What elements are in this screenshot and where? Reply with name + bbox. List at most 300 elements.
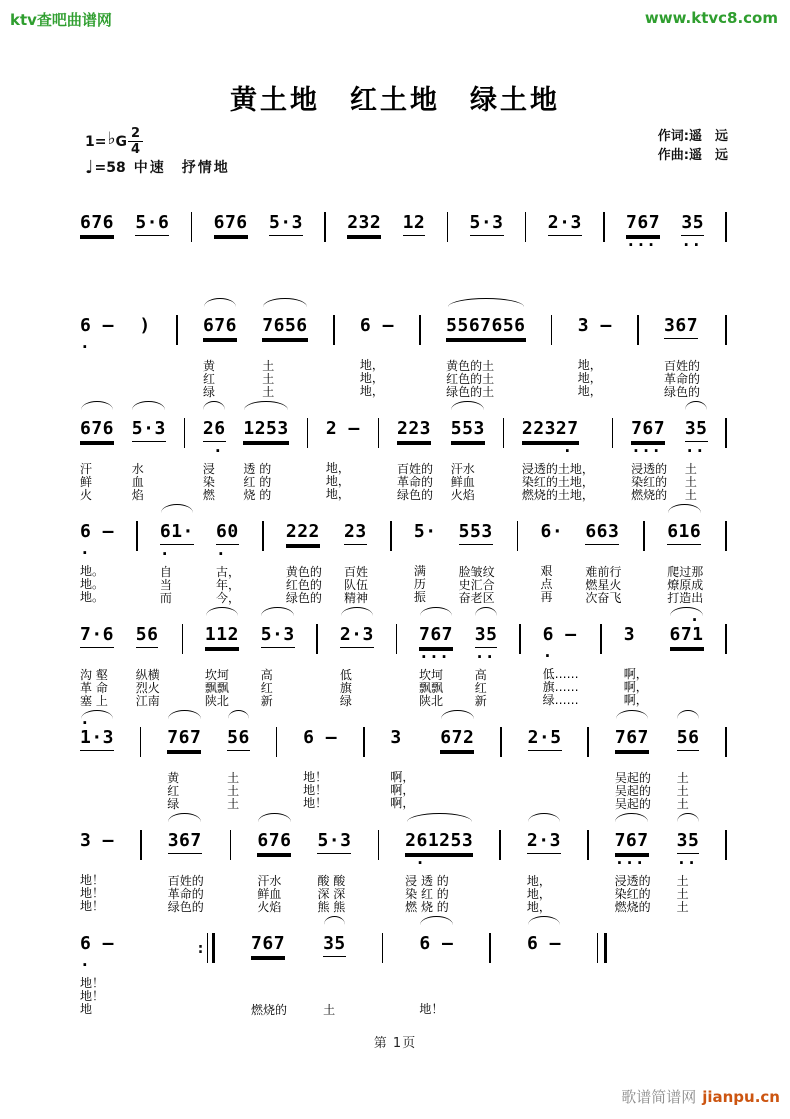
lyric-row: 古，	[216, 565, 241, 579]
lyric-stack	[451, 463, 475, 502]
lyric-row: 血	[131, 475, 144, 489]
lyric-row: 绿	[167, 797, 180, 811]
octave-dots-below: ·	[80, 337, 91, 356]
slur-row	[667, 503, 701, 512]
note-group	[541, 503, 564, 604]
barline	[725, 315, 727, 345]
barline	[637, 315, 639, 345]
note-group	[677, 709, 700, 811]
note-group	[685, 400, 708, 502]
notation-text: 61·	[160, 521, 194, 545]
notation-stack	[80, 915, 115, 974]
notation-text: 5·3	[317, 830, 351, 854]
notation-stack	[578, 297, 612, 352]
octave-dots-below: ··	[684, 441, 706, 460]
notation-stack	[527, 812, 561, 868]
lyric-row: 百姓的	[167, 874, 204, 888]
octave-dots-above	[527, 821, 561, 830]
lyric-stack	[527, 977, 531, 1016]
note-group	[203, 400, 226, 502]
header-site-name[interactable]: ktv查吧曲谱网	[10, 11, 112, 29]
octave-dots-below	[470, 241, 504, 250]
lyric-row: 陕北	[204, 694, 229, 708]
octave-dots-above	[269, 203, 303, 212]
octave-dots-below	[677, 756, 700, 765]
note-group	[475, 606, 498, 708]
notation-stack	[205, 606, 239, 662]
lyric-row: 浸透的	[614, 874, 651, 888]
octave-dots-below	[446, 344, 525, 353]
lyric-row: 地，	[577, 371, 602, 385]
slur-row	[470, 194, 504, 203]
slur-row	[139, 297, 150, 306]
notation-stack	[216, 503, 239, 563]
lyric-row: 烧 的	[243, 488, 272, 502]
lyric-row: 地！	[80, 899, 105, 913]
octave-dots-below	[344, 550, 367, 559]
notation-stack	[390, 709, 401, 764]
octave-dots-below	[340, 653, 374, 662]
octave-dots-below	[326, 446, 360, 455]
notation-text: 223	[397, 418, 431, 442]
lyric-row: 百姓的	[397, 462, 434, 476]
octave-dots-below	[80, 241, 114, 250]
note-group	[419, 606, 453, 708]
slur-row	[451, 400, 485, 409]
score-line	[80, 812, 727, 915]
octave-dots-above	[522, 409, 579, 418]
notation-text: 1·3	[80, 727, 114, 751]
lyric-row: 点	[540, 577, 553, 591]
octave-dots-above	[681, 203, 704, 212]
lyric-row: 土	[227, 771, 240, 785]
octave-dots-below: ···	[418, 647, 450, 666]
barline	[519, 624, 521, 654]
notation-text: 2 —	[325, 418, 360, 439]
lyric-stack	[615, 772, 651, 811]
notation-text: 671	[670, 624, 704, 648]
octave-dots-above	[541, 512, 564, 521]
lyric-row: 历	[413, 577, 426, 591]
lyric-stack	[681, 257, 685, 296]
note-group	[80, 297, 114, 398]
lyric-row	[135, 283, 139, 296]
notation-stack	[403, 194, 426, 250]
notation-text: 767	[419, 624, 453, 648]
slur-row	[227, 709, 250, 718]
note-group	[664, 297, 700, 399]
slur-row	[631, 400, 665, 409]
note-group	[80, 606, 114, 708]
notation-text: 232	[347, 212, 381, 236]
slur-row	[615, 709, 649, 718]
note-group	[251, 915, 287, 1017]
lyric-row	[440, 798, 444, 811]
repeat-dots: :	[196, 939, 206, 957]
final-barline	[597, 933, 607, 963]
barline	[276, 727, 278, 757]
lyric-stack	[261, 669, 273, 708]
octave-dots-below	[440, 756, 474, 765]
octave-dots-below	[205, 653, 239, 662]
lyric-stack	[216, 566, 240, 605]
slur-row	[522, 400, 579, 409]
octave-dots-below	[203, 344, 237, 353]
lyric-row: 地！	[303, 796, 328, 810]
lyric-row: 燃烧的土地，	[521, 488, 594, 502]
score-line	[80, 709, 727, 812]
lyric-row: 绿……	[542, 693, 579, 707]
notation-stack	[676, 812, 700, 872]
octave-dots-below: ·	[159, 544, 170, 563]
notation-stack	[257, 812, 291, 868]
notation-stack	[548, 194, 582, 250]
notation-text: 222	[286, 521, 320, 545]
lyricist: 作词:遥 远	[657, 129, 728, 144]
lyric-row: 飘飘	[204, 681, 229, 695]
note-group	[216, 503, 240, 605]
lyric-row: 汗水	[257, 874, 282, 888]
notation-text: 6 —	[80, 933, 115, 954]
octave-dots-above	[136, 615, 159, 624]
octave-dots-above: ·	[669, 610, 700, 629]
octave-dots-below	[167, 756, 201, 765]
slur-row	[403, 194, 426, 203]
tempo-marking	[85, 158, 230, 178]
notation-stack	[251, 915, 285, 971]
lyric-row: 百姓的	[664, 359, 701, 373]
lyric-stack	[626, 257, 630, 296]
octave-dots-below	[261, 653, 295, 662]
octave-dots-below	[624, 652, 635, 661]
lyric-row: 打造出	[667, 591, 704, 605]
lyric-row: 红色的土	[446, 372, 495, 386]
note-group	[528, 709, 562, 811]
lyric-row	[80, 283, 84, 296]
key-signature	[85, 127, 230, 156]
note-group	[414, 503, 437, 604]
footer-branding	[621, 1086, 780, 1107]
slur-row	[80, 297, 114, 306]
lyric-row: 难前行	[585, 565, 622, 579]
lyric-row	[403, 283, 407, 296]
lyric-row: 土	[676, 900, 689, 914]
octave-dots-above	[528, 718, 562, 727]
notation-text: 1253	[243, 418, 288, 442]
notation-stack	[670, 606, 704, 662]
lyric-stack	[578, 359, 602, 398]
note-group	[527, 812, 561, 914]
lyric-stack	[205, 669, 229, 708]
note-group	[522, 400, 594, 502]
notation-stack	[414, 503, 437, 558]
lyric-stack	[548, 257, 552, 296]
barline	[725, 830, 727, 860]
lyric-row: 红 的	[243, 475, 272, 489]
octave-dots-above	[615, 821, 649, 830]
lyric-row: 酸 酸	[317, 874, 346, 888]
note-group	[527, 915, 561, 1016]
octave-dots-below	[419, 961, 453, 970]
octave-dots-above	[203, 306, 237, 315]
notation-stack	[168, 812, 202, 868]
octave-dots-below	[585, 550, 619, 559]
octave-dots-above	[168, 821, 202, 830]
lyric-row: 燃	[202, 488, 215, 502]
lyric-stack	[80, 359, 84, 398]
octave-dots-above	[419, 924, 453, 933]
octave-dots-above	[167, 718, 201, 727]
lyric-stack	[631, 463, 667, 502]
note-group	[360, 297, 394, 398]
octave-dots-below: ···	[626, 235, 657, 254]
lyric-stack	[214, 257, 218, 296]
notation-stack	[80, 400, 114, 456]
notation-text: 676	[80, 418, 114, 442]
lyric-row: 地。	[80, 577, 105, 591]
octave-dots-above	[475, 615, 498, 624]
lyric-row: 地，	[359, 358, 384, 372]
key-and-tempo	[85, 127, 230, 178]
octave-dots-below	[262, 344, 307, 353]
lyric-stack	[403, 257, 407, 296]
octave-dots-above	[685, 409, 708, 418]
octave-dots-below: ·	[80, 543, 91, 562]
lyric-row: 绿色的土	[446, 385, 495, 399]
octave-dots-below	[257, 859, 291, 868]
barline	[191, 212, 193, 242]
notation-text: 7656	[262, 315, 307, 339]
lyric-row: 浸	[202, 462, 215, 476]
notation-stack	[132, 400, 166, 456]
notation-text: 6 —	[80, 521, 115, 542]
notation-stack	[80, 812, 114, 867]
octave-dots-below: ··	[474, 647, 496, 666]
notation-stack	[286, 503, 320, 559]
lyric-row: 吴起的	[614, 797, 651, 811]
slur-row	[419, 915, 453, 924]
lyric-stack	[80, 565, 104, 604]
octave-dots-above	[470, 203, 504, 212]
octave-dots-above	[80, 512, 114, 521]
notation-stack	[451, 400, 485, 456]
notation-text: 676	[80, 212, 114, 236]
lyric-row: 地，	[325, 474, 350, 488]
notation-stack	[418, 606, 453, 666]
octave-dots-below	[251, 962, 285, 971]
notation-stack	[80, 503, 115, 562]
lyric-row: 绿	[202, 385, 215, 399]
header-site-url[interactable]: www.ktvc8.com	[644, 9, 778, 27]
note-group	[543, 606, 579, 707]
lyric-row	[251, 978, 287, 991]
notation-stack	[614, 812, 649, 872]
barline	[396, 624, 398, 654]
lyric-row: 啊，	[390, 796, 415, 810]
barline	[489, 933, 491, 963]
notation-text: 3 —	[577, 315, 612, 336]
notation-text: 56	[136, 624, 159, 648]
octave-dots-below	[667, 550, 701, 559]
octave-dots-above	[317, 821, 351, 830]
notation-text: 12	[403, 212, 426, 236]
notation-stack	[340, 606, 374, 662]
note-group	[262, 297, 307, 399]
barline	[382, 933, 384, 963]
lyric-row: 坎坷	[418, 668, 443, 682]
slur-row	[390, 709, 401, 718]
notation-stack	[521, 400, 579, 460]
octave-dots-below	[459, 550, 493, 559]
note-group	[160, 503, 194, 605]
lyric-row: 红	[167, 784, 180, 798]
notation-stack	[317, 812, 351, 868]
octave-dots-above	[360, 306, 394, 315]
lyric-row: 黄色的	[285, 565, 322, 579]
note-group	[286, 503, 322, 605]
note-group	[214, 194, 248, 296]
octave-dots-below	[414, 549, 437, 558]
barline	[363, 727, 365, 757]
notation-stack	[80, 606, 114, 662]
note-group	[80, 503, 114, 604]
lyric-row: 革命的	[664, 372, 701, 386]
lyric-row: 地！	[80, 976, 105, 990]
lyric-row	[347, 283, 351, 296]
octave-dots-above	[677, 718, 700, 727]
slur-row	[262, 297, 307, 306]
notation-stack	[323, 915, 346, 971]
octave-dots-above	[340, 615, 374, 624]
lyric-row: 鲜血	[450, 475, 475, 489]
notation-stack	[159, 503, 194, 563]
lyric-row: 纵横	[135, 668, 160, 682]
notation-text: 676	[214, 212, 248, 236]
lyric-row: 地，	[577, 384, 602, 398]
notation-text: 676	[203, 315, 237, 339]
lyric-row: 焰	[131, 488, 144, 502]
lyric-row: 土	[676, 771, 689, 785]
slur-row	[136, 606, 159, 615]
note-group	[419, 915, 453, 1016]
footer-site-url[interactable]: jianpu.cn	[702, 1088, 780, 1106]
lyric-row: 绿	[339, 694, 352, 708]
lyric-stack	[360, 359, 384, 398]
lyric-stack	[243, 463, 271, 502]
notation-stack	[440, 709, 474, 765]
octave-dots-below	[615, 756, 649, 765]
lyric-stack	[670, 669, 674, 708]
lyric-stack	[303, 771, 327, 810]
note-group	[624, 606, 648, 707]
notation-stack	[303, 709, 337, 764]
notation-stack	[626, 194, 661, 254]
lyric-stack	[344, 566, 368, 605]
note-group	[578, 297, 612, 398]
octave-dots-above	[80, 306, 114, 315]
octave-dots-above	[615, 718, 649, 727]
octave-dots-below	[528, 756, 562, 765]
slur-row	[168, 812, 202, 821]
note-group	[205, 606, 239, 708]
notation-text: 6 —	[419, 933, 454, 954]
slur-row	[205, 606, 239, 615]
lyric-row: 土	[227, 797, 240, 811]
octave-dots-above	[251, 924, 285, 933]
octave-dots-below	[360, 343, 394, 352]
notation-text: 5·6	[135, 212, 169, 236]
slur-row	[203, 400, 226, 409]
note-group	[670, 606, 704, 708]
lyric-stack	[585, 566, 621, 605]
lyric-stack	[347, 257, 351, 296]
note-group	[681, 194, 704, 296]
slur-row	[459, 503, 493, 512]
octave-dots-above	[227, 718, 250, 727]
lyric-row: 高	[474, 668, 487, 682]
lyric-stack	[80, 257, 84, 296]
octave-dots-below	[403, 241, 426, 250]
slur-row	[203, 297, 237, 306]
lyric-row	[80, 385, 84, 398]
slur-row	[681, 194, 704, 203]
notation-text: 56	[227, 727, 250, 751]
notation-stack	[167, 709, 201, 765]
slur-row	[624, 606, 635, 615]
barline	[551, 315, 553, 345]
note-group	[615, 812, 651, 914]
barline	[725, 727, 727, 757]
lyric-stack	[667, 566, 703, 605]
lyric-stack	[136, 669, 160, 708]
lyric-stack	[475, 669, 487, 708]
notation-stack	[397, 400, 431, 456]
lyric-stack	[543, 668, 579, 707]
composer: 作曲:遥 远	[657, 148, 728, 163]
barline	[447, 212, 449, 242]
lyric-row: 革命的	[167, 887, 204, 901]
octave-dots-above	[80, 203, 114, 212]
note-group	[340, 606, 374, 708]
time-signature: $\frac{2}{4}$	[128, 127, 143, 156]
lyric-row: 百姓	[344, 565, 369, 579]
song-meta	[0, 117, 790, 178]
lyric-stack	[269, 257, 273, 296]
lyric-row: 水	[131, 462, 144, 476]
lyric-stack	[677, 772, 689, 811]
octave-dots-below	[527, 961, 561, 970]
lyric-stack	[167, 772, 179, 811]
tempo-words: 中速 抒情地	[133, 160, 230, 176]
lyric-stack	[251, 978, 287, 1017]
notation-text: 261253	[405, 830, 473, 854]
barline	[525, 212, 527, 242]
octave-dots-above: ·	[80, 713, 91, 732]
notation-text: 2·3	[527, 830, 561, 854]
notation-stack	[135, 194, 169, 250]
octave-dots-above	[80, 821, 114, 830]
lyric-row: 脸皱纹	[458, 565, 495, 579]
lyric-stack	[80, 874, 104, 913]
notation-stack	[459, 503, 493, 559]
notation-text: 767	[167, 727, 201, 751]
score-line	[80, 400, 727, 503]
octave-dots-above	[139, 306, 150, 315]
note-group	[470, 194, 504, 296]
notation-text: 60	[216, 521, 239, 545]
notation-stack	[664, 297, 698, 353]
octave-dots-below: ·	[405, 853, 466, 872]
